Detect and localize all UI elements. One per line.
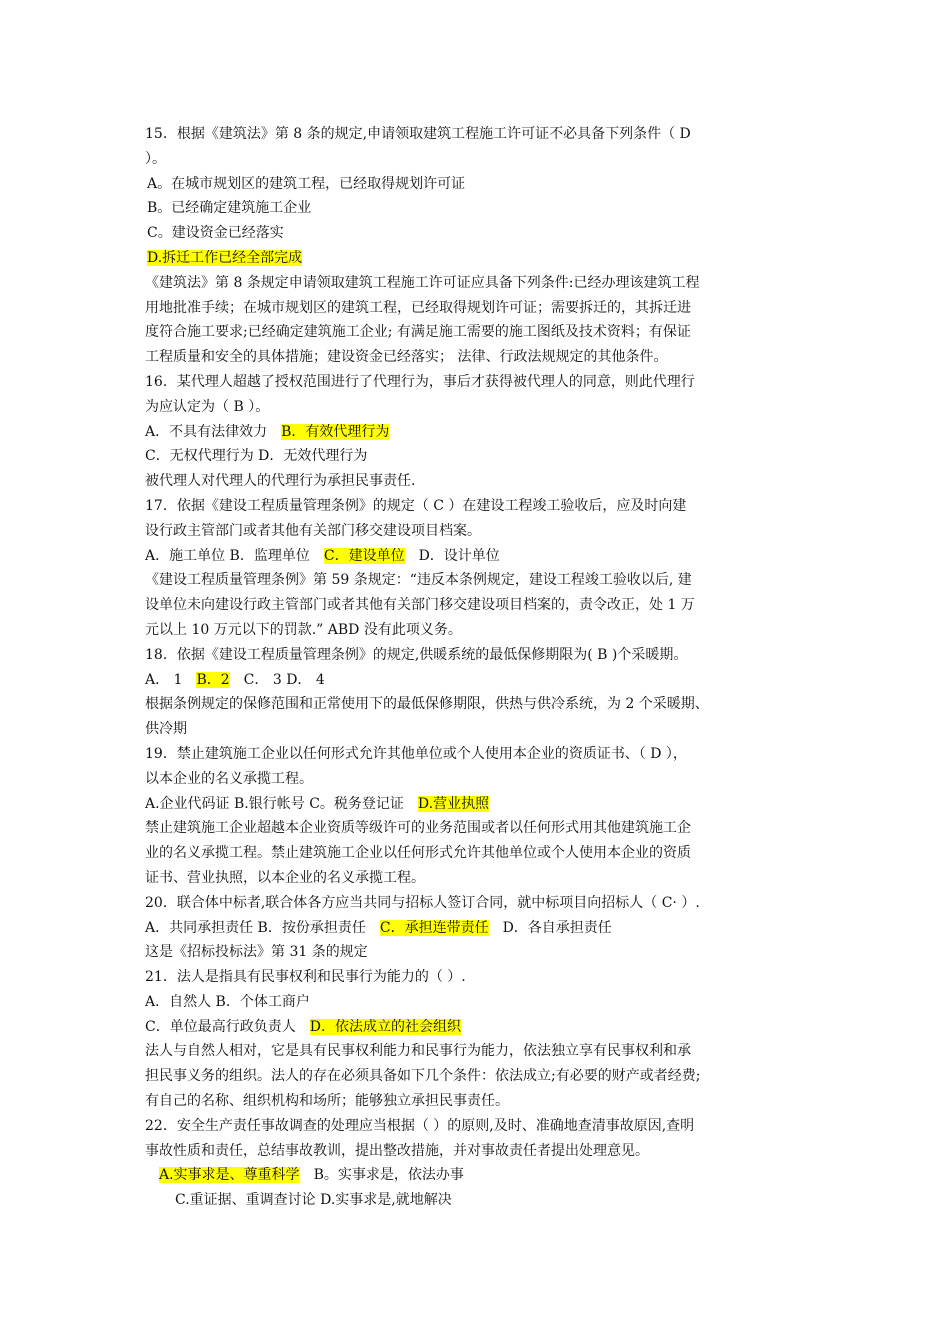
q22-option-b: B。实事求是，依法办事 [313,1167,464,1184]
q15-option-d-answer: D.拆迁工作已经全部完成 [147,249,303,266]
q18-option-b-answer: B．2 [196,671,230,688]
q19-explanation-3: 证书、营业执照，以本企业的名义承揽工程。 [145,869,425,886]
q17-explanation-1: 《建设工程质量管理条例》第 59 条规定：“违反本条例规定，建设工程竣工验收以后, 建 [145,572,692,589]
q15-explanation-4: 工程质量和安全的具体措施；建设资金已经落实； 法律、行政法规规定的其他条件。 [145,349,668,366]
q19-options-abc: A.企业代码证 B.银行帐号 C。税务登记证 [145,795,404,812]
q15-stem-line-1: 15．根据《建筑法》第 8 条的规定,申请领取建筑工程施工许可证不必具备下列条件（ D [145,126,691,142]
q18-stem-line-1: 18．依据《建设工程质量管理条例》的规定,供暖系统的最低保修期限为( B )个采暖期。 [145,646,688,663]
q18-options-cd: C． 3 D． 4 [243,671,325,688]
q18-options [145,668,815,693]
q22-options-ab [145,1163,815,1188]
q18-explanation-2: 供冷期 [145,721,187,738]
q17-option-d: D．设计单位 [418,547,500,564]
q19-options [145,792,815,817]
q16-option-b-answer: B．有效代理行为 [281,423,390,440]
document-page [145,122,815,1213]
q22-option-a-answer: A.实事求是、尊重科学 [159,1167,300,1184]
q17-explanation-2: 设单位未向建设行政主管部门或者其他有关部门移交建设项目档案的，责令改正，处 1 万 [145,597,695,614]
q19-stem-line-2: 以本企业的名义承揽工程。 [145,770,313,787]
q19-stem-line-1: 19．禁止建筑施工企业以任何形式允许其他单位或个人使用本企业的资质证书、（ D ）， [145,745,687,762]
q19-explanation-2: 业的名义承揽工程。禁止建筑施工企业以任何形式允许其他单位或个人使用本企业的资质 [145,845,691,862]
q20-option-c-answer: C．承担连带责任 [379,919,489,936]
q15-option-b: B。已经确定建筑施工企业 [147,200,312,217]
q17-stem-line-2: 设行政主管部门或者其他有关部门移交建设项目档案。 [145,522,481,539]
q19-explanation-1: 禁止建筑施工企业超越本企业资质等级许可的业务范围或者以任何形式用其他建筑施工企 [145,820,691,837]
q20-option-d: D．各自承担责任 [502,919,612,936]
q17-explanation-3: 元以上 10 万元以下的罚款.” ABD 没有此项义务。 [145,621,462,638]
q16-options-cd: C．无权代理行为 D．无效代理行为 [145,448,368,465]
q21-option-d-answer: D．依法成立的社会组织 [309,1018,461,1035]
q17-option-c-answer: C．建设单位 [323,547,405,564]
q20-options [145,916,815,941]
q17-options-ab: A．施工单位 B．监理单位 [145,547,310,564]
q21-options-ab: A．自然人 B．个体工商户 [145,993,310,1010]
q15-explanation-2: 用地批准手续；在城市规划区的建筑工程，已经取得规划许可证；需要拆迁的，其拆迁进 [145,299,691,316]
q19-option-d-answer: D.营业执照 [417,795,490,812]
q16-stem-line-2: 为应认定为（ B ）。 [145,398,270,415]
q15-option-c: C。建设资金已经落实 [147,225,284,242]
q17-options [145,544,815,569]
q21-explanation-3: 有自己的名称、组织机构和场所；能够独立承担民事责任。 [145,1093,509,1110]
q16-options-ab [145,420,815,445]
q16-option-a: A．不具有法律效力 [145,423,268,440]
q21-option-c: C．单位最高行政负责人 [145,1018,296,1035]
q16-stem-line-1: 16．某代理人超越了授权范围进行了代理行为，事后才获得被代理人的同意，则此代理行 [145,373,695,390]
q16-explanation-1: 被代理人对代理人的代理行为承担民事责任. [145,473,416,490]
q15-option-d-line [145,246,815,271]
q15-explanation-3: 度符合施工要求;已经确定建筑施工企业; 有满足施工需要的施工图纸及技术资料；有保证 [145,324,691,341]
q15-option-a: A。在城市规划区的建筑工程，已经取得规划许可证 [147,175,466,192]
q20-stem-line-1: 20．联合体中标者,联合体各方应当共同与招标人签订合同，就中标项目向招标人（ C· ）. [145,894,700,911]
q22-stem-line-2: 事故性质和责任，总结事故教训，提出整改措施，并对事故责任者提出处理意见。 [145,1142,649,1159]
q20-options-ab: A．共同承担责任 B．按份承担责任 [145,919,366,936]
q21-explanation-2: 担民事义务的组织。法人的存在必须具备如下几个条件：依法成立;有必要的财产或者经费; [145,1068,701,1085]
q17-stem-line-1: 17．依据《建设工程质量管理条例》的规定（ C ）在建设工程竣工验收后，应及时向建 [145,497,687,514]
q18-option-a: A． 1 [145,671,183,688]
q18-explanation-1: 根据条例规定的保修范围和正常使用下的最低保修期限，供热与供冷系统，为 2 个采暖期、 [145,696,709,713]
q22-stem-line-1: 22．安全生产责任事故调查的处理应当根据（ ）的原则,及时、准确地查清事故原因,查明 [145,1117,695,1134]
q21-options-cd [145,1015,815,1040]
q15-explanation-1: 《建筑法》第 8 条规定申请领取建筑工程施工许可证应具备下列条件:已经办理该建筑工程 [145,274,700,291]
q15-stem-line-2: ）。 [145,150,166,167]
q22-options-cd: C.重证据、重调查讨论 D.实事求是,就地解决 [175,1192,452,1209]
q21-explanation-1: 法人与自然人相对，它是具有民事权利能力和民事行为能力，依法独立享有民事权利和承 [145,1043,691,1060]
q20-explanation-1: 这是《招标投标法》第 31 条的规定 [145,944,368,961]
q21-stem-line-1: 21．法人是指具有民事权利和民事行为能力的（ ）. [145,969,466,986]
